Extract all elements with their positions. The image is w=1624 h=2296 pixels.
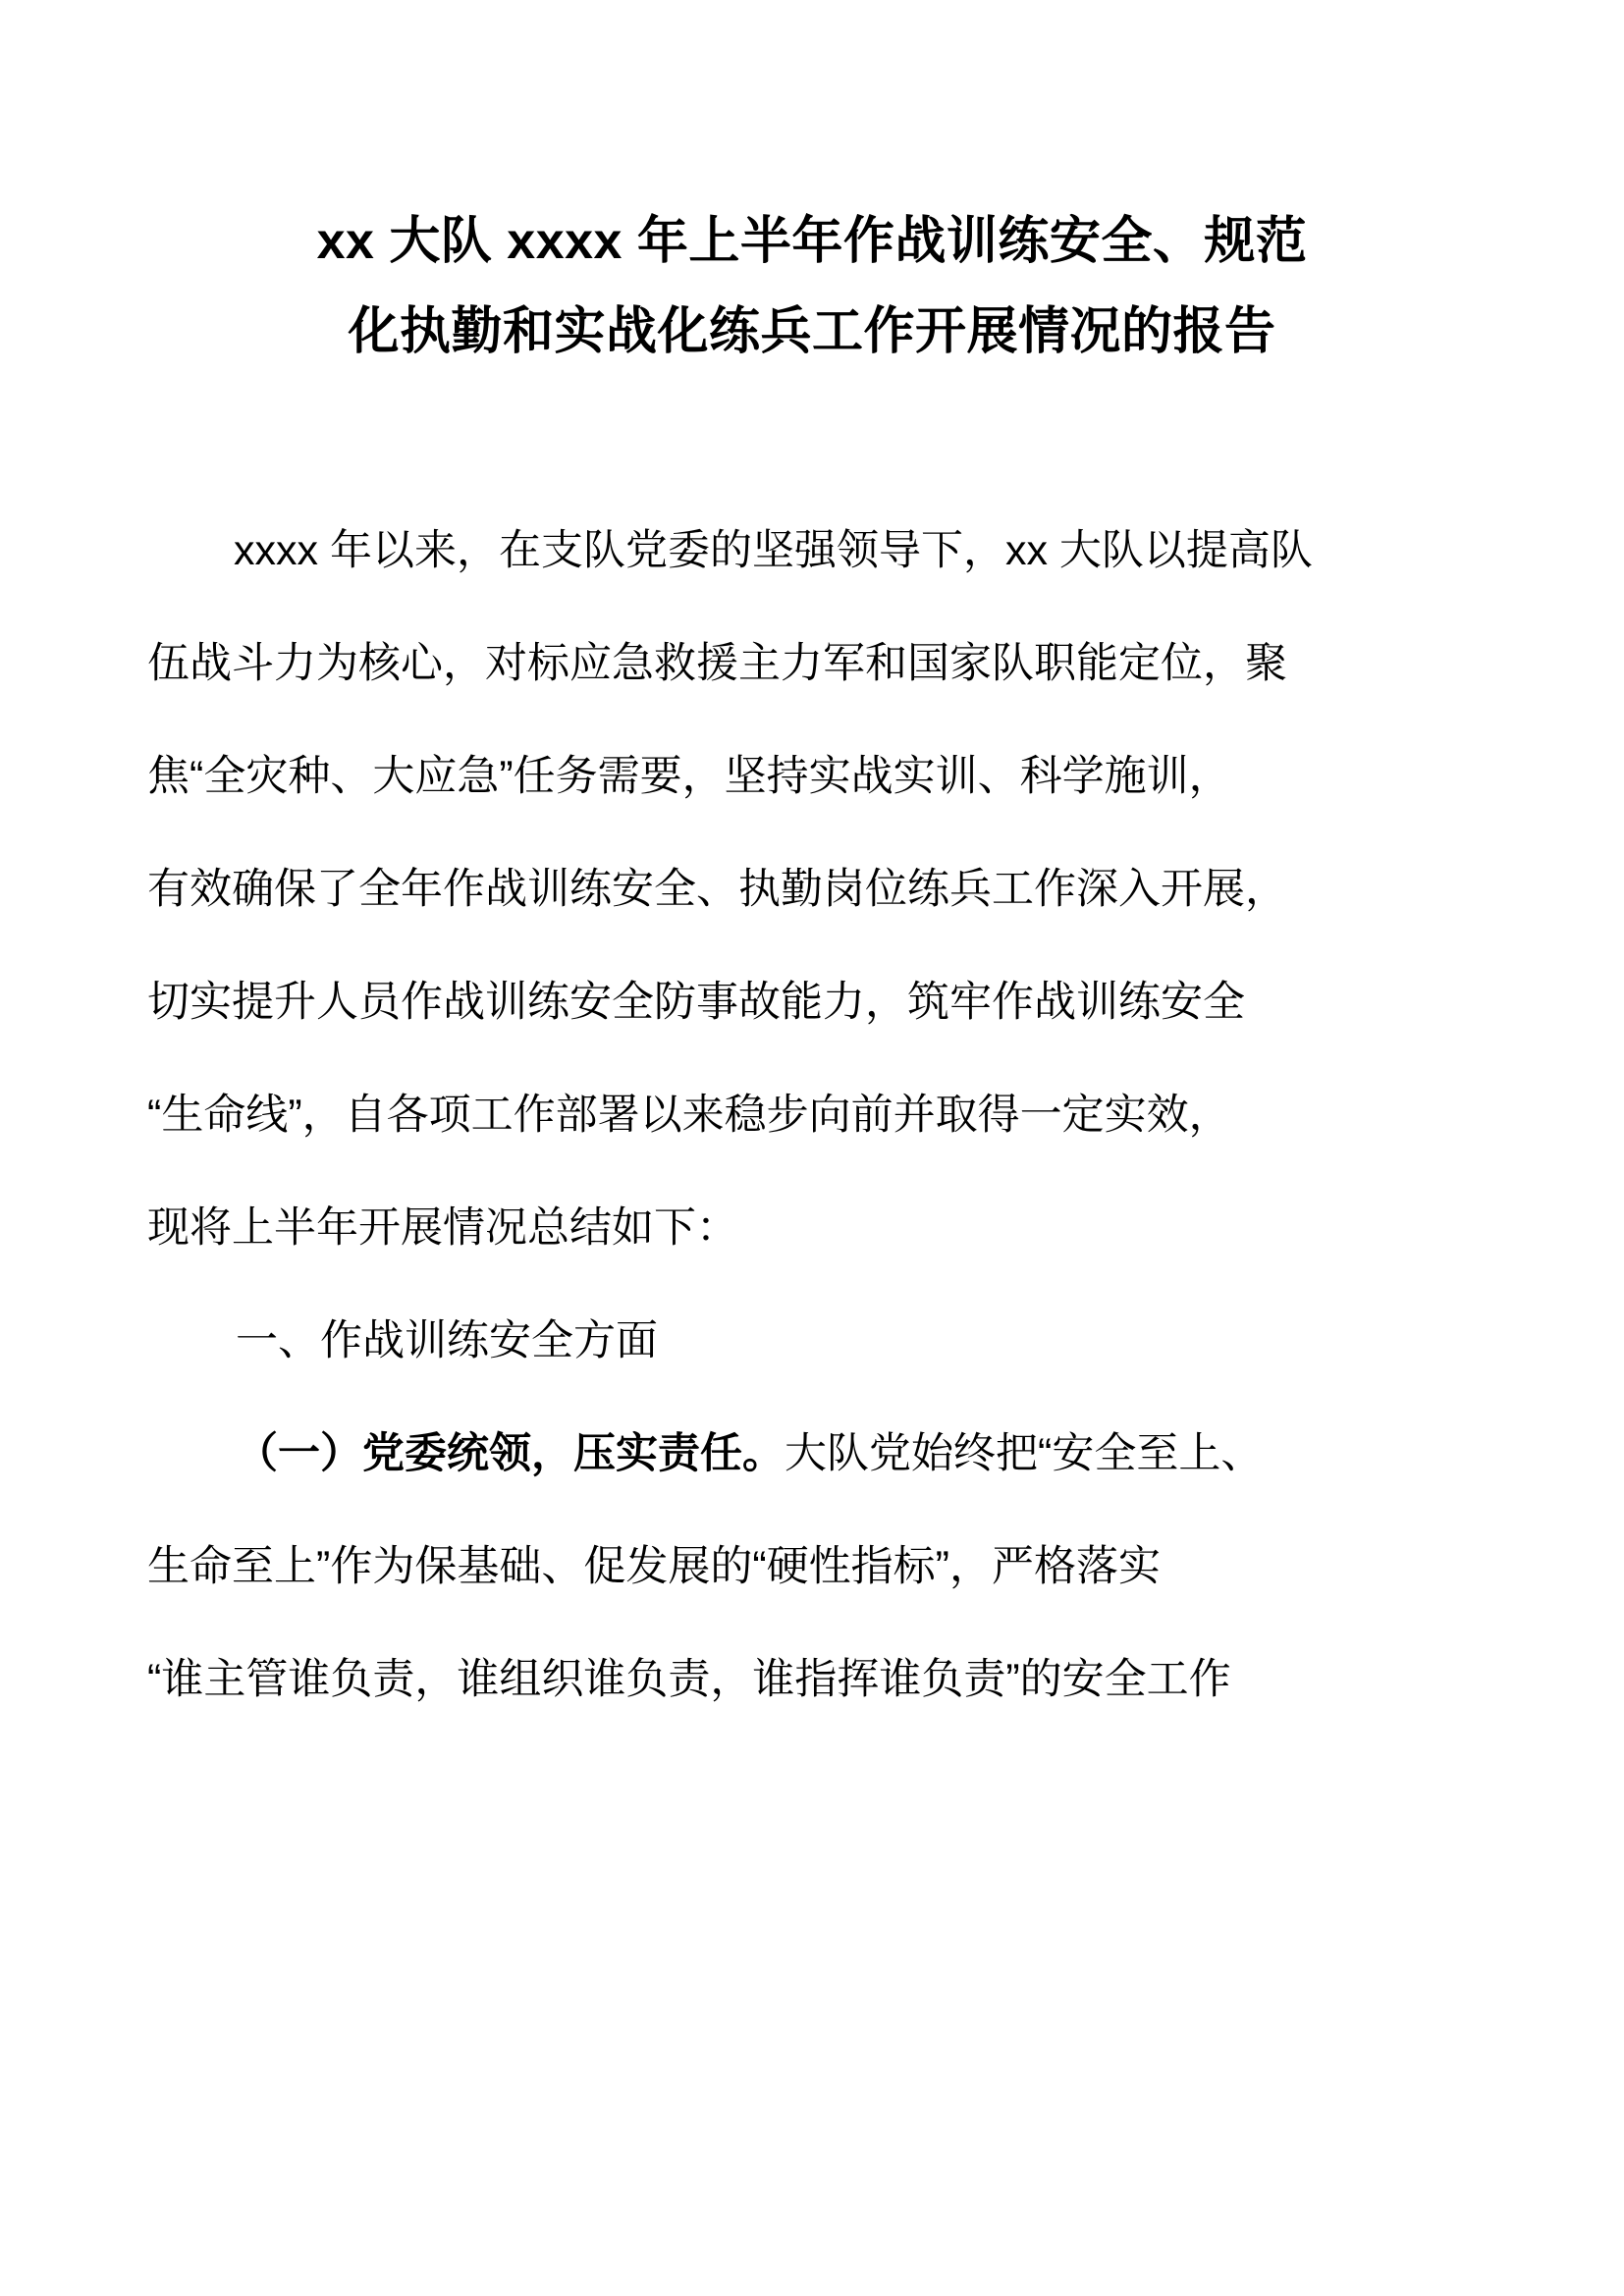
paragraph-line: 伍战斗力为核心，对标应急救援主力军和国家队职能定位，聚 [147,640,1287,687]
subsection-one [147,1398,1477,1736]
section-heading [147,1285,1477,1398]
title-line-1: xx 大队 xxxx 年上半年作战训练安全、规范 [316,213,1308,270]
subsection-line: “谁主管谁负责，谁组织谁负责，谁指挥谁负责”的安全工作 [147,1656,1231,1703]
page-title [147,196,1477,377]
paragraph-line: 焦“全灾种、大应急”任务需要，坚持实战实训、科学施训， [147,753,1231,800]
paragraph-line [147,495,1477,608]
subsection-line-text: 大队党始终把“安全至上、 [785,1430,1264,1477]
intro-paragraph [147,495,1477,1285]
section-heading-text: 一、作战训练安全方面 [236,1317,658,1364]
subsection-first-line [147,1398,1477,1511]
paragraph-line: “生命线”，自各项工作部署以来稳步向前并取得一定实效， [147,1092,1231,1139]
paragraph-line: 有效确保了全年作战训练安全、执勤岗位练兵工作深入开展， [147,866,1287,913]
title-line-2: 化执勤和实战化练兵工作开展情况的报告 [348,303,1276,360]
paragraph-line: 现将上半年开展情况总结如下： [147,1204,738,1252]
title-spacer [147,377,1477,495]
subsection-line: 生命至上”作为保基础、促发展的“硬性指标”，严格落实 [147,1543,1161,1590]
paragraph-line: 切实提升人员作战训练安全防事故能力，筑牢作战训练安全 [147,979,1245,1026]
subsection-label: （一）党委统领，压实责任。 [236,1430,785,1477]
paragraph-line-text: xxxx 年以来，在支队党委的坚强领导下，xx 大队以提高队 [234,527,1313,574]
